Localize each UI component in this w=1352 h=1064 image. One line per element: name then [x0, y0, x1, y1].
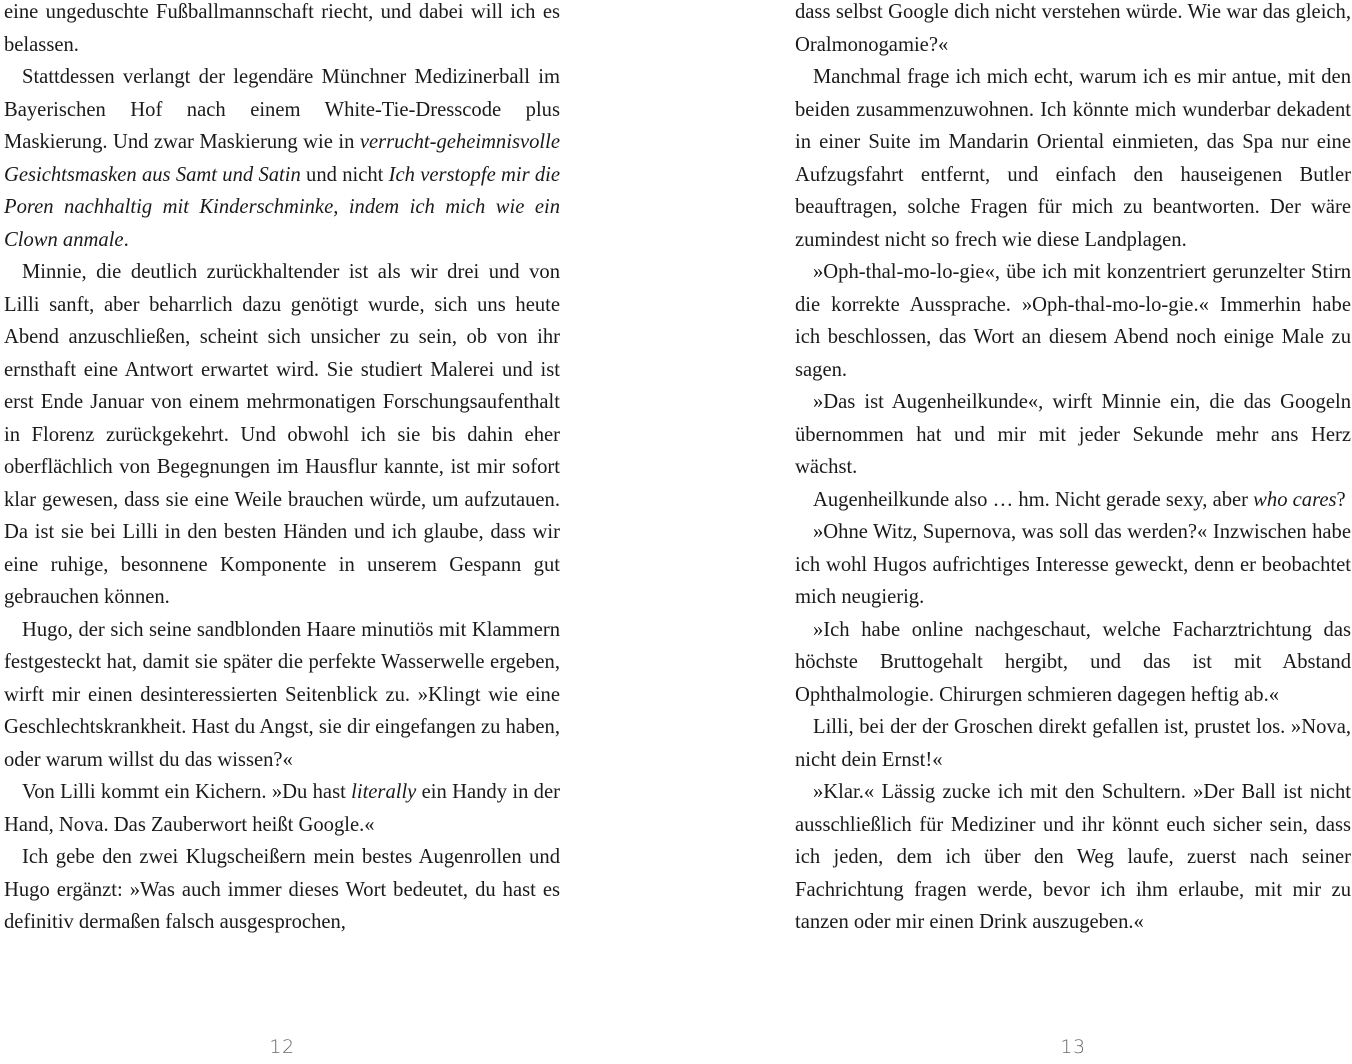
- paragraph: [4, 776, 560, 841]
- text-run: Manchmal frage ich mich echt, warum ich es mir antue, mit den beiden zusammenzuwohnen. Ich könnte mich wunderbar dekadent in einer Suite im Mandarin Oriental einmieten, das Spa nur eine Aufzugsfahrt entfernt, und einfach den hauseigenen Butler beauftragen, solche Fragen für mich zu beantworten. Der wäre zumindest nicht so frech wie diese Landplagen.: [795, 66, 1351, 251]
- page-number-right: 13: [1060, 1036, 1086, 1058]
- paragraph: [795, 711, 1351, 776]
- italic-text: Ich verstopfe mir die Poren nachhaltig mit Kinderschminke, indem ich mich wie ein Clown anmale: [4, 163, 561, 251]
- right-page: [795, 0, 1351, 1064]
- right-page-text: [795, 0, 1351, 939]
- text-run: ?: [1336, 488, 1346, 511]
- paragraph: [4, 614, 560, 777]
- paragraph: [795, 256, 1351, 386]
- text-run: Hugo, der sich seine sandblonden Haare minutiös mit Klammern festgesteckt hat, damit sie später die perfekte Wasserwelle ergeben, wirft mir einen desinteressierten Seitenblick zu. »Klingt wie eine Geschlechtskrankheit. Hast du Angst, sie dir eingefangen zu haben, oder warum willst du das wissen?«: [4, 618, 560, 771]
- paragraph: [4, 841, 560, 939]
- text-run: Stattdessen verlangt der legendäre Münchner Medizinerball im Bayerischen Hof nach einem White-Tie-Dresscode plus Maskierung. Und zwar Maskierung wie in: [4, 66, 560, 153]
- paragraph: [4, 256, 560, 614]
- paragraph: [795, 776, 1351, 939]
- italic-text: literally: [351, 781, 417, 803]
- text-run: Augenheilkunde also … hm. Nicht gerade sexy, aber: [813, 488, 1254, 511]
- text-run: »Das ist Augenheilkunde«, wirft Minnie ein, die das Googeln übernommen hat und mir mit jeder Sekunde mehr ans Herz wächst.: [795, 391, 1351, 478]
- text-run: .: [123, 228, 129, 251]
- text-run: ein Handy in der Hand, Nova. Das Zauberwort heißt Google.«: [4, 781, 560, 836]
- text-run: dass selbst Google dich nicht verstehen würde. Wie war das gleich, Oralmonogamie?«: [795, 1, 1351, 56]
- italic-text: who cares: [1253, 488, 1337, 511]
- text-run: Lilli, bei der der Groschen direkt gefallen ist, prustet los. »Nova, nicht dein Ernst!«: [795, 716, 1351, 771]
- text-run: »Ich habe online nachgeschaut, welche Facharztrichtung das höchste Bruttogehalt hergibt, und das ist mit Abstand Ophthalmologie. Chirurgen schmieren dagegen heftig ab.«: [795, 618, 1351, 706]
- italic-text: verrucht-geheimnisvolle Gesichtsmasken aus Samt und Satin: [4, 131, 560, 186]
- left-page-text: [4, 0, 560, 939]
- paragraph: [795, 484, 1351, 517]
- paragraph: [4, 61, 560, 256]
- text-run: Ich gebe den zwei Klugscheißern mein bestes Augenrollen und Hugo ergänzt: »Was auch immer dieses Wort bedeutet, du hast es definitiv dermaßen falsch ausgesprochen,: [4, 846, 560, 933]
- text-run: Von Lilli kommt ein Kichern. »Du hast: [22, 781, 352, 803]
- left-page: [4, 0, 560, 1064]
- paragraph: [795, 386, 1351, 484]
- text-run: »Klar.« Lässig zucke ich mit den Schultern. »Der Ball ist nicht ausschließlich für Mediziner und ihr könnt euch sicher sein, dass ich jeden, dem ich über den Weg laufe, zuerst nach seiner Fachrichtung fragen werde, bevor ich ihm erlaube, mit mir zu tanzen oder mir einen Drink auszugeben.«: [795, 781, 1351, 933]
- text-run: »Ohne Witz, Supernova, was soll das werden?« Inzwischen habe ich wohl Hugos aufrichtiges Interesse geweckt, denn er beobachtet mich neugierig.: [795, 521, 1351, 608]
- paragraph: [795, 614, 1351, 712]
- paragraph: [4, 0, 560, 61]
- paragraph: [795, 0, 1351, 61]
- text-run: eine ungeduschte Fußballmannschaft riecht, und dabei will ich es belassen.: [4, 1, 560, 56]
- page-number-left: 12: [269, 1036, 295, 1058]
- paragraph: [795, 516, 1351, 614]
- text-run: Minnie, die deutlich zurückhaltender ist als wir drei und von Lilli sanft, aber beharrlich dazu genötigt wurde, sich uns heute Abend anzuschließen, scheint sich unsicher zu sein, ob von ihr ernsthaft eine Antwort erwartet wird. Sie studiert Malerei und ist erst Ende Januar von einem mehrmonatigen Forschungsaufenthalt in Florenz zurückgekehrt. Und obwohl ich sie bis dahin eher oberflächlich von Begegnungen im Hausflur kannte, ist mir sofort klar gewesen, dass sie eine Weile brauchen würde, um aufzutauen. Da ist sie bei Lilli in den besten Händen und ich glaube, dass wir eine ruhige, besonnene Komponente in unserem Gespann gut gebrauchen können.: [4, 261, 560, 608]
- text-run: und nicht: [300, 163, 389, 186]
- text-run: »Oph-thal-mo-lo-gie«, übe ich mit konzentriert gerunzelter Stirn die korrekte Aussprache. »Oph-thal-mo-lo-gie.« Immerhin habe ich beschlossen, das Wort an diesem Abend noch einige Male zu sagen.: [795, 261, 1351, 381]
- paragraph: [795, 61, 1351, 256]
